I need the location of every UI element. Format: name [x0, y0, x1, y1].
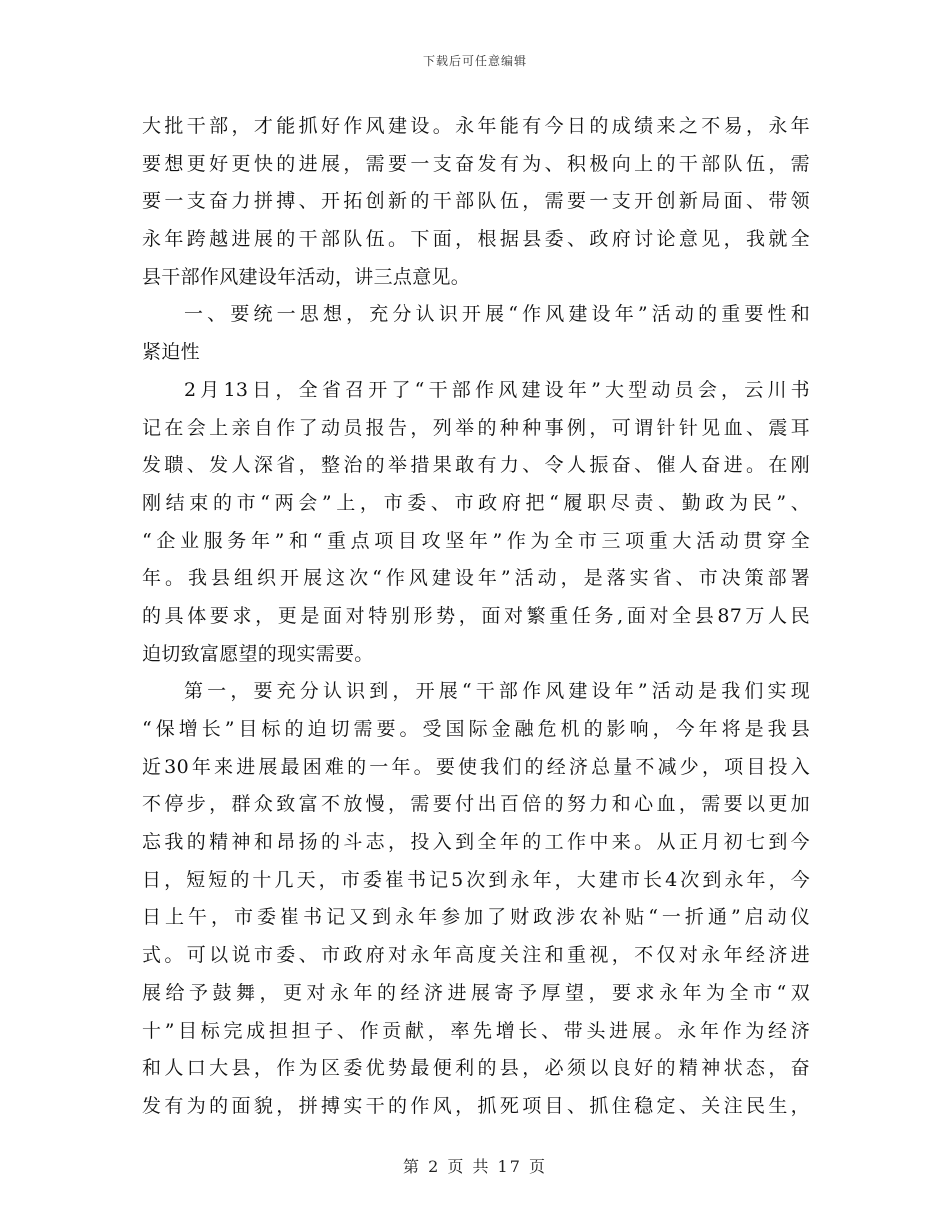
text-line: 忘我的精神和昂扬的斗志，投入到全年的工作中来。从正月初七到今: [142, 831, 810, 854]
text-line: “保增长”目标的迫切需要。受国际金融危机的影响，今年将是我县: [142, 718, 810, 740]
text-line: 县干部作风建设年活动，讲三点意见。: [142, 265, 471, 288]
paragraph: [142, 372, 810, 674]
text-line: 要一支奋力拼搏、开拓创新的干部队伍，需要一支开创新局面、带领: [142, 190, 810, 213]
text-line: 要想更好更快的进展，需要一支奋发有为、积极向上的干部队伍，需: [142, 152, 810, 175]
text-line: 永年跨越进展的干部队伍。下面，根据县委、政府讨论意见，我就全: [142, 228, 810, 251]
text-line: 2月13日，全省召开了“干部作风建设年”大型动员会，云川书: [184, 378, 810, 401]
text-line: 一、要统一思想，充分认识开展“作风建设年”活动的重要性和: [184, 303, 810, 326]
text-line: 日，短短的十几天，市委崔书记5次到永年，大建市长4次到永年，今: [142, 868, 810, 891]
text-line: 日上午，市委崔书记又到永年参加了财政涉农补贴“一折通”启动仪: [142, 906, 810, 929]
text-line: 年。我县组织开展这次“作风建设年”活动，是落实省、市决策部署: [142, 567, 810, 590]
text-line: 和人口大县，作为区委优势最便利的县，必须以良好的精神状态，奋: [142, 1057, 810, 1080]
text-line: 刚结束的市“两会”上，市委、市政府把“履职尽责、勤政为民”、: [142, 491, 810, 514]
text-line: 第一，要充分认识到，开展“干部作风建设年”活动是我们实现: [184, 680, 810, 703]
text-line: 记在会上亲自作了动员报告，列举的种种事例，可谓针针见血、震耳: [142, 416, 810, 439]
text-line: 不停步，群众致富不放慢，需要付出百倍的努力和心血，需要以更加: [142, 793, 810, 816]
text-line: 的具体要求，更是面对特别形势，面对繁重任务,面对全县87万人民: [142, 604, 810, 627]
section-heading: [142, 296, 810, 371]
paragraph: [142, 673, 810, 1125]
text-line: “企业服务年”和“重点项目攻坚年”作为全市三项重大活动贯穿全: [142, 529, 810, 552]
text-line: 十”目标完成担担子、作贡献，率先增长、带头进展。永年作为经济: [142, 1019, 810, 1042]
page-header: 下载后可任意编辑: [422, 54, 527, 68]
text-line: 发有为的面貌，拼搏实干的作风，抓死项目、抓住稳定、关注民生，: [142, 1094, 810, 1117]
text-line: 展给予鼓舞，更对永年的经济进展寄予厚望，要求永年为全市“双: [142, 981, 810, 1004]
text-line: 紧迫性: [142, 341, 200, 364]
page-number: 第 2 页 共 17 页: [403, 1157, 547, 1176]
text-line: 式。可以说市委、市政府对永年高度关注和重视，不仅对永年经济进: [142, 944, 810, 967]
document-body: [142, 108, 810, 1126]
text-line: 大批干部，才能抓好作风建设。永年能有今日的成绩来之不易，永年: [142, 115, 810, 137]
paragraph: [142, 108, 810, 296]
text-line: 迫切致富愿望的现实需要。: [142, 642, 374, 665]
text-line: 发聩、发人深省，整治的举措果敢有力、令人振奋、催人奋进。在刚: [142, 454, 810, 477]
text-line: 近30年来进展最困难的一年。要使我们的经济总量不减少，项目投入: [142, 755, 810, 778]
